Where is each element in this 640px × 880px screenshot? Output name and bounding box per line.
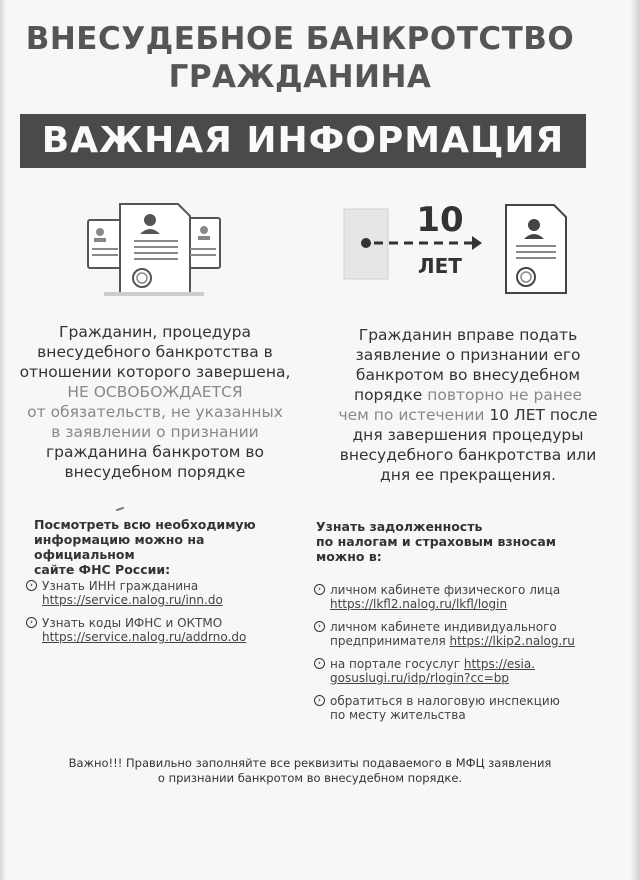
list-item [314,583,594,611]
list-item [26,579,296,607]
right-para-light-text: повторно не ранее [422,386,583,404]
right-section-heading [316,519,576,564]
right-para-line [318,405,618,425]
esia-link[interactable]: https://esia. [463,657,536,671]
scan-edge-right [630,0,640,880]
heading-line: сайте ФНС России: [34,562,171,577]
item-text: обратиться в налоговую инспекцию [330,694,560,708]
list-item [314,620,594,648]
right-para-line: Гражданин вправе подать [358,326,578,344]
list-item [314,657,594,685]
item-text-line1 [330,657,594,671]
document-timeline-icon [340,195,580,305]
item-text-part: предпринимателя [330,634,450,648]
left-para-line: в заявлении о признании [51,423,259,441]
left-para-line: Гражданин, процедура [59,323,251,341]
left-para-line: внесудебного банкротства в [37,343,273,361]
arrow-circle-icon: › [314,584,325,595]
item-text: личном кабинете физического лица [330,583,561,597]
right-paragraph [318,325,618,485]
left-para-line: гражданина банкротом во [45,443,265,461]
item-text: Узнать коды ИФНС и ОКТМО [42,616,223,630]
scan-mark [116,507,124,512]
arrow-circle-icon: › [26,580,37,591]
left-para-line: отношении которого завершена, [19,363,291,381]
left-paragraph [0,322,310,482]
arrow-circle-icon: › [314,621,325,632]
important-info-banner: ВАЖНАЯ ИНФОРМАЦИЯ [20,114,586,168]
documents-icon [80,198,230,308]
right-para-line [318,385,618,405]
footer-note [40,756,580,786]
heading-line: по налогам и страховым взносам [316,534,556,549]
right-para-line: дня ее прекращения. [380,466,556,484]
page-title [0,20,600,96]
esia-link-continued[interactable]: gosuslugi.ru/idp/rlogin?cc=bp [330,671,509,685]
item-text-part: на портале госуслуг [330,657,464,671]
timeline-unit: ЛЕТ [418,254,462,278]
lkip-link[interactable]: https://lkip2.nalog.ru [449,634,575,648]
right-para-line: заявление о признании его [355,346,581,364]
left-links-list [26,579,296,653]
heading-line: Узнать задолженность [316,519,483,534]
right-para-text: порядке [353,386,423,404]
right-para-light-text: чем по истечении [338,406,485,424]
timeline-number: 10 [416,200,464,240]
left-para-line: внесудебном порядке [64,463,246,481]
addrno-link[interactable]: https://service.nalog.ru/addrno.do [42,630,247,644]
list-item [26,616,296,644]
right-para-text: 10 ЛЕТ после [484,406,598,424]
heading-line: информацию можно на официальном [34,532,205,562]
heading-line: Посмотреть всю необходимую [34,517,256,532]
heading-line: можно в: [316,549,382,564]
list-item [314,694,594,722]
arrow-circle-icon: › [314,695,325,706]
right-para-line: банкротом во внесудебном [355,366,581,384]
lkfl-link[interactable]: https://lkfl2.nalog.ru/lkfl/login [330,597,508,611]
item-text: по месту жительства [330,708,466,722]
right-links-list [314,583,594,731]
arrow-circle-icon: › [314,658,325,669]
inn-link[interactable]: https://service.nalog.ru/inn.do [42,593,223,607]
left-section-heading [34,517,304,577]
footer-line: Важно!!! Правильно заполняйте все реквизиты подаваемого в МФЦ заявления [68,756,552,770]
title-line-1: ВНЕСУДЕБНОЕ БАНКРОТСТВО [25,21,575,57]
item-text: личном кабинете индивидуального [330,620,557,634]
left-para-line: от обязательств, не указанных [27,403,283,421]
right-para-line: дня завершения процедуры [352,426,584,444]
title-line-2: ГРАЖДАНИНА [168,59,432,95]
item-text-line2 [330,634,594,648]
item-text: Узнать ИНН гражданина [42,579,199,593]
arrow-circle-icon: › [26,617,37,628]
footer-line: о признании банкротом во внесудебном порядке. [157,771,463,785]
right-para-line: внесудебного банкротства или [339,446,597,464]
left-para-highlight: НЕ ОСВОБОЖДАЕТСЯ [67,383,243,401]
